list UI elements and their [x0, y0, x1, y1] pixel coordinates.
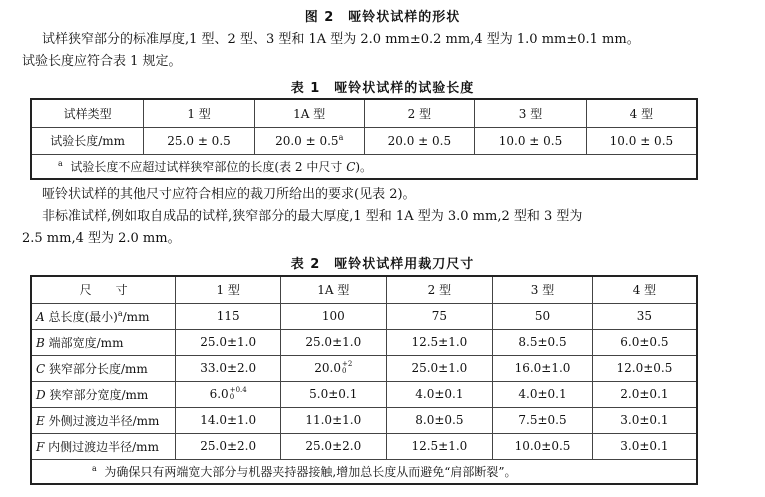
dimension-letter: F — [36, 439, 45, 454]
table2-row-label — [31, 381, 176, 407]
paragraph-nonstandard-line2: 2.5 mm,4 型为 2.0 mm。 — [22, 231, 181, 246]
table2-header: 3 型 — [493, 276, 593, 303]
paragraph-other-dimensions: 哑铃状试样的其他尺寸应符合相应的裁刀所给出的要求(见表 2)。 — [42, 187, 416, 202]
table2-cell: 16.0±1.0 — [493, 355, 593, 381]
table2-row-b — [31, 329, 697, 355]
table1-cell — [254, 127, 364, 154]
table2-cell: 25.0±2.0 — [280, 433, 386, 459]
table2-cell: 100 — [280, 303, 386, 329]
row-label-text: 总长度(最小) — [44, 309, 118, 324]
table1-header: 2 型 — [364, 99, 475, 127]
table1-footnote-row — [31, 154, 697, 179]
table2-cell: 35 — [592, 303, 697, 329]
dimension-letter: E — [36, 413, 45, 428]
table2-cell: 2.0±0.1 — [592, 381, 697, 407]
table1-header: 1A 型 — [254, 99, 364, 127]
table2-cell: 75 — [386, 303, 493, 329]
row-label-text: 外侧过渡边半径/mm — [44, 413, 160, 428]
table2-cell: 7.5±0.5 — [493, 407, 593, 433]
footnote-tail: )。 — [355, 159, 373, 174]
table2-header: 1A 型 — [280, 276, 386, 303]
table2-row-c — [31, 355, 697, 381]
table2-cell: 6.0±0.5 — [592, 329, 697, 355]
table1-footnote — [31, 154, 697, 179]
footnote-marker: a — [117, 308, 123, 318]
table2-header: 1 型 — [176, 276, 281, 303]
footnote-marker: a — [92, 463, 97, 473]
footnote-marker: a — [58, 158, 63, 168]
table2-header: 4 型 — [592, 276, 697, 303]
table1-row — [31, 127, 697, 154]
table2-row-label — [31, 329, 176, 355]
cell-value: 20.0 — [314, 360, 341, 375]
figure-caption: 图 2 哑铃状试样的形状 — [304, 10, 461, 25]
table2-cell: 3.0±0.1 — [592, 433, 697, 459]
table2-cell: 33.0±2.0 — [176, 355, 281, 381]
table2-header: 2 型 — [386, 276, 493, 303]
row-label-text: 端部宽度/mm — [44, 335, 124, 350]
table1-row-label: 试验长度/mm — [31, 127, 144, 154]
table2-row-label — [31, 433, 176, 459]
table2-cell: 8.5±0.5 — [493, 329, 593, 355]
table1-header: 3 型 — [475, 99, 587, 127]
table2-cell: 25.0±1.0 — [176, 329, 281, 355]
tolerance-upper: +2 — [341, 360, 353, 369]
table2-cell: 12.0±0.5 — [592, 355, 697, 381]
table1-cell: 10.0 ± 0.5 — [475, 127, 587, 154]
unit-text: /mm — [122, 309, 150, 324]
table1-caption: 表 1 哑铃状试样的试验长度 — [290, 81, 475, 96]
table2-row-label — [31, 303, 176, 329]
tolerance-lower: 0 — [341, 367, 347, 376]
paragraph-thickness-line2: 试验长度应符合表 1 规定。 — [22, 54, 182, 69]
table2-cell: 4.0±0.1 — [386, 381, 493, 407]
table2-cell: 10.0±0.5 — [493, 433, 593, 459]
dimension-letter: B — [36, 335, 45, 350]
table1-cell: 10.0 ± 0.5 — [586, 127, 697, 154]
table2-row-d — [31, 381, 697, 407]
table2-footnote-row — [31, 459, 697, 484]
table1-header: 试样类型 — [31, 99, 144, 127]
table2-cell: 12.5±1.0 — [386, 433, 493, 459]
table2-header-row — [31, 276, 697, 303]
table2-cell: 11.0±1.0 — [280, 407, 386, 433]
table1-cell: 20.0 ± 0.5 — [364, 127, 475, 154]
table2-row-f — [31, 433, 697, 459]
row-label-text: 狭窄部分长度/mm — [45, 361, 148, 376]
table2-cell: 4.0±0.1 — [493, 381, 593, 407]
footnote-marker: a — [338, 132, 344, 142]
cell-value: 6.0 — [209, 386, 229, 401]
table2-row-label — [31, 407, 176, 433]
dimension-letter: C — [36, 361, 46, 376]
table1 — [30, 98, 698, 180]
table2-cell: 25.0±1.0 — [386, 355, 493, 381]
table2-cell — [280, 355, 386, 381]
table2-cell: 50 — [493, 303, 593, 329]
table1-cell-value: 20.0 ± 0.5 — [275, 133, 339, 148]
paragraph-thickness-line1: 试样狭窄部分的标准厚度,1 型、2 型、3 型和 1A 型为 2.0 mm±0.2 mm,4 型为 1.0 mm±0.1 mm。 — [42, 32, 640, 47]
table2-cell: 8.0±0.5 — [386, 407, 493, 433]
paragraph-nonstandard-line1: 非标准试样,例如取自成品的试样,狭窄部分的最大厚度,1 型和 1A 型为 3.0 mm,2 型和 3 型为 — [42, 209, 583, 224]
tolerance-lower: 0 — [229, 393, 235, 402]
table1-header: 1 型 — [144, 99, 255, 127]
table2-cell: 5.0±0.1 — [280, 381, 386, 407]
table2-cell — [176, 381, 281, 407]
table2-cell: 14.0±1.0 — [176, 407, 281, 433]
dimension-letter: A — [36, 309, 45, 324]
table2-cell: 25.0±2.0 — [176, 433, 281, 459]
dimension-letter: C — [346, 159, 356, 174]
table2-cell: 25.0±1.0 — [280, 329, 386, 355]
table2-row-e — [31, 407, 697, 433]
table2-caption: 表 2 哑铃状试样用裁刀尺寸 — [290, 257, 475, 272]
table2 — [30, 275, 698, 485]
dimension-letter: D — [36, 387, 46, 402]
footnote-text: 试验长度不应超过试样狭窄部位的长度(表 2 中尺寸 — [70, 159, 347, 174]
footnote-text: 为确保只有两端宽大部分与机器夹持器接触,增加总长度从而避免“肩部断裂”。 — [104, 464, 517, 479]
row-label-text: 内侧过渡边半径/mm — [44, 439, 159, 454]
table2-row-a — [31, 303, 697, 329]
table1-header: 4 型 — [586, 99, 697, 127]
table2-header: 尺 寸 — [31, 276, 176, 303]
table2-row-label — [31, 355, 176, 381]
table2-cell: 3.0±0.1 — [592, 407, 697, 433]
tolerance — [230, 387, 247, 401]
table2-footnote — [31, 459, 697, 484]
tolerance — [342, 361, 352, 375]
row-label-text: 狭窄部分宽度/mm — [45, 387, 149, 402]
tolerance-upper: +0.4 — [229, 386, 247, 395]
table1-cell: 25.0 ± 0.5 — [144, 127, 255, 154]
table2-cell: 12.5±1.0 — [386, 329, 493, 355]
table1-header-row — [31, 99, 697, 127]
table2-cell: 115 — [176, 303, 281, 329]
